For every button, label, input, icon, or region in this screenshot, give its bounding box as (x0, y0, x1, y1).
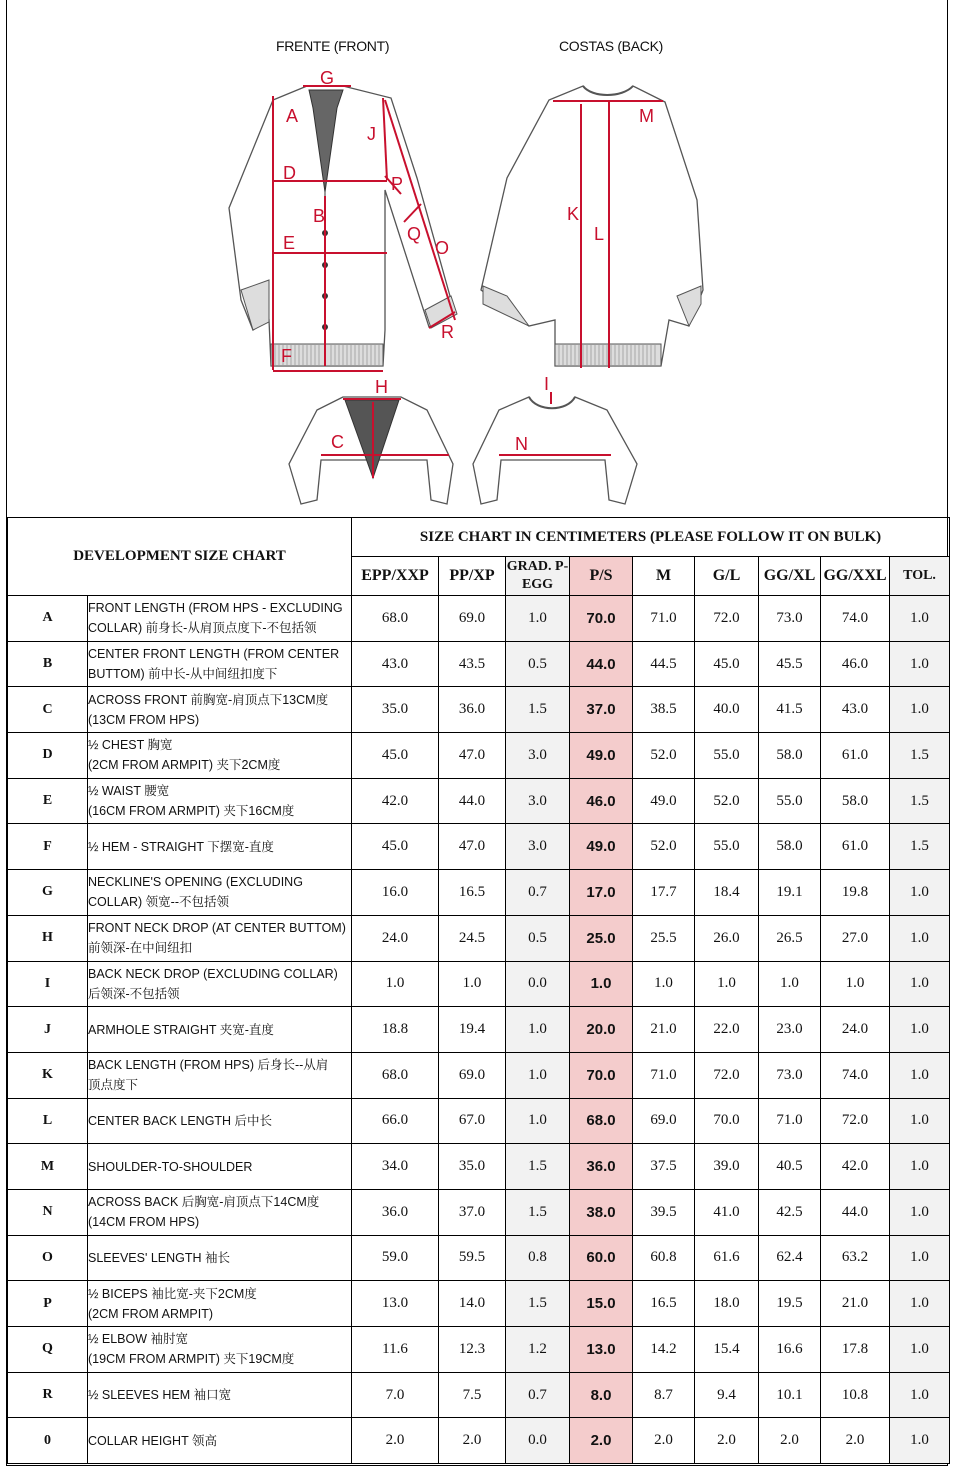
garment-illustration-panel (7, 0, 947, 518)
description-line-2: (13CM FROM HPS) (88, 712, 200, 727)
size-value: 1.0 (821, 961, 890, 1007)
table-row (8, 824, 950, 870)
size-value: 71.0 (633, 596, 695, 642)
table-row (8, 1052, 950, 1098)
tolerance-value: 1.0 (890, 596, 950, 642)
grade-value: 1.0 (506, 1007, 570, 1053)
measurement-code: 0 (8, 1418, 88, 1464)
measurement-description (88, 641, 352, 687)
size-value: 2.0 (352, 1418, 439, 1464)
table-row (8, 870, 950, 916)
table-row (8, 641, 950, 687)
size-value: 26.0 (695, 915, 759, 961)
tolerance-value: 1.0 (890, 870, 950, 916)
measurement-description (88, 1372, 352, 1418)
measurement-code: K (8, 1052, 88, 1098)
description-line-1: ½ SLEEVES HEM 袖口宽 (88, 1388, 232, 1403)
grade-value: 1.0 (506, 1098, 570, 1144)
grade-value: 1.5 (506, 1281, 570, 1327)
table-row (8, 961, 950, 1007)
size-value: 69.0 (439, 1052, 506, 1098)
measurement-code: L (8, 1098, 88, 1144)
base-size-value: 36.0 (570, 1144, 633, 1190)
size-value: 55.0 (759, 778, 821, 824)
size-value: 58.0 (759, 824, 821, 870)
size-value: 13.0 (352, 1281, 439, 1327)
size-value: 59.5 (439, 1235, 506, 1281)
description-line-1: BACK LENGTH (FROM HPS) 后身长--从肩 (88, 1058, 329, 1073)
table-row (8, 778, 950, 824)
size-value: 43.0 (821, 687, 890, 733)
size-value: 2.0 (633, 1418, 695, 1464)
measurement-code: G (8, 870, 88, 916)
measurement-description (88, 1327, 352, 1373)
front-neck-detail-sketch (289, 397, 453, 504)
base-size-value: 8.0 (570, 1372, 633, 1418)
measurement-description (88, 1052, 352, 1098)
description-line-1: COLLAR HEIGHT 领高 (88, 1433, 217, 1448)
label-e: E (283, 233, 296, 253)
base-size-value: 15.0 (570, 1281, 633, 1327)
measurement-code: N (8, 1189, 88, 1235)
label-f: F (281, 346, 292, 366)
label-h: H (375, 377, 388, 397)
description-line-2: SHOULDER-TO-SHOULDER (88, 1159, 253, 1174)
table-row (8, 1144, 950, 1190)
size-value: 37.0 (439, 1189, 506, 1235)
size-value: 2.0 (759, 1418, 821, 1464)
size-value: 74.0 (821, 596, 890, 642)
back-view-title: COSTAS (BACK) (559, 38, 663, 54)
description-line-1: NECKLINE'S OPENING (EXCLUDING (88, 875, 303, 890)
measurement-code: B (8, 641, 88, 687)
description-line-1: ½ WAIST 腰宽 (88, 784, 170, 799)
size-value: 45.5 (759, 641, 821, 687)
size-value: 17.8 (821, 1327, 890, 1373)
size-value: 16.0 (352, 870, 439, 916)
size-value: 55.0 (695, 824, 759, 870)
measurement-description (88, 1281, 352, 1327)
spec-rows (8, 596, 950, 1464)
size-value: 68.0 (352, 596, 439, 642)
label-q: Q (407, 224, 422, 244)
size-value: 40.5 (759, 1144, 821, 1190)
measurement-description (88, 1144, 352, 1190)
description-line-1: ARMHOLE STRAIGHT 夹宽-直度 (88, 1022, 274, 1037)
table-row (8, 1327, 950, 1373)
size-value: 39.5 (633, 1189, 695, 1235)
size-value: 44.0 (821, 1189, 890, 1235)
size-value: 10.8 (821, 1372, 890, 1418)
description-line-2: COLLAR) 领宽--不包括领 (88, 895, 229, 910)
size-value: 43.0 (352, 641, 439, 687)
description-line-1: ½ BICEPS 袖比宽-夹下2CM度 (88, 1286, 257, 1301)
description-line-1: ½ CHEST 胸宽 (88, 738, 173, 753)
description-line-1: ACROSS BACK 后胸宽-肩顶点下14CM度 (88, 1195, 320, 1210)
back-cardigan-sketch (481, 86, 703, 368)
column-header-grade: GRAD. P-EGG (506, 557, 570, 596)
label-a: A (286, 106, 299, 126)
size-value: 17.7 (633, 870, 695, 916)
size-value: 41.5 (759, 687, 821, 733)
base-size-value: 25.0 (570, 915, 633, 961)
grade-value: 0.5 (506, 915, 570, 961)
description-line-1: ACROSS FRONT 前胸宽-肩顶点下13CM度 (88, 692, 329, 707)
size-value: 24.0 (821, 1007, 890, 1053)
table-row (8, 687, 950, 733)
size-value: 25.5 (633, 915, 695, 961)
size-value: 7.5 (439, 1372, 506, 1418)
label-r: R (441, 322, 454, 342)
size-value: 9.4 (695, 1372, 759, 1418)
description-line-2: (16CM FROM ARMPIT) 夹下16CM度 (88, 804, 295, 819)
grade-value: 3.0 (506, 778, 570, 824)
size-value: 2.0 (695, 1418, 759, 1464)
size-value: 52.0 (633, 733, 695, 779)
development-size-chart-header: DEVELOPMENT SIZE CHART (8, 518, 352, 596)
tolerance-value: 1.0 (890, 1144, 950, 1190)
measurement-code: O (8, 1235, 88, 1281)
size-value: 26.5 (759, 915, 821, 961)
size-value: 34.0 (352, 1144, 439, 1190)
label-m: M (639, 106, 654, 126)
size-value: 42.0 (821, 1144, 890, 1190)
column-header-tolerance: TOL. (890, 557, 950, 596)
column-header-base-size: P/S (570, 557, 633, 596)
base-size-value: 70.0 (570, 596, 633, 642)
measurement-code: P (8, 1281, 88, 1327)
size-value: 45.0 (352, 733, 439, 779)
size-value: 41.0 (695, 1189, 759, 1235)
size-value: 71.0 (633, 1052, 695, 1098)
measurement-description (88, 687, 352, 733)
measurement-description (88, 824, 352, 870)
tolerance-value: 1.0 (890, 1281, 950, 1327)
size-value: 2.0 (439, 1418, 506, 1464)
description-line-1: CENTER FRONT LENGTH (FROM CENTER (88, 647, 340, 662)
label-c: C (331, 432, 344, 452)
grade-value: 1.5 (506, 687, 570, 733)
size-value: 21.0 (633, 1007, 695, 1053)
column-header: EPP/XXP (352, 557, 439, 596)
size-value: 42.5 (759, 1189, 821, 1235)
size-value: 72.0 (695, 596, 759, 642)
table-row (8, 1098, 950, 1144)
back-neck-detail-sketch (473, 392, 637, 504)
measurement-description (88, 1189, 352, 1235)
description-line-2: 前领深-在中间纽扣 (88, 941, 193, 956)
size-value: 47.0 (439, 824, 506, 870)
grade-value: 1.0 (506, 596, 570, 642)
size-value: 15.4 (695, 1327, 759, 1373)
size-value: 11.6 (352, 1327, 439, 1373)
size-value: 60.8 (633, 1235, 695, 1281)
size-value: 74.0 (821, 1052, 890, 1098)
base-size-value: 44.0 (570, 641, 633, 687)
size-value: 70.0 (695, 1098, 759, 1144)
garment-sketches (7, 0, 947, 517)
description-line-1: ½ ELBOW 袖肘宽 (88, 1332, 189, 1347)
table-row (8, 1372, 950, 1418)
size-value: 19.1 (759, 870, 821, 916)
size-value: 47.0 (439, 733, 506, 779)
measurement-code: I (8, 961, 88, 1007)
size-value: 7.0 (352, 1372, 439, 1418)
base-size-value: 38.0 (570, 1189, 633, 1235)
label-k: K (567, 204, 580, 224)
label-b: B (313, 206, 326, 226)
tolerance-value: 1.0 (890, 1372, 950, 1418)
description-line-1: BACK NECK DROP (EXCLUDING COLLAR) (88, 966, 338, 981)
size-value: 69.0 (633, 1098, 695, 1144)
size-value: 44.0 (439, 778, 506, 824)
tolerance-value: 1.5 (890, 778, 950, 824)
size-spec-sheet (6, 0, 948, 1466)
size-value: 44.5 (633, 641, 695, 687)
description-line-2: (2CM FROM ARMPIT) (88, 1306, 213, 1321)
tolerance-value: 1.5 (890, 824, 950, 870)
measurement-description (88, 915, 352, 961)
size-value: 72.0 (821, 1098, 890, 1144)
size-value: 59.0 (352, 1235, 439, 1281)
table-row (8, 1281, 950, 1327)
size-value: 61.6 (695, 1235, 759, 1281)
size-value: 16.6 (759, 1327, 821, 1373)
grade-value: 3.0 (506, 733, 570, 779)
size-value: 19.5 (759, 1281, 821, 1327)
measurement-code: H (8, 915, 88, 961)
size-value: 1.0 (439, 961, 506, 1007)
description-line-2: COLLAR) 前身长-从肩顶点度下-不包括领 (88, 621, 317, 636)
description-line-2: 顶点度下 (88, 1078, 139, 1093)
measurement-description (88, 1418, 352, 1464)
size-value: 52.0 (695, 778, 759, 824)
tolerance-value: 1.0 (890, 687, 950, 733)
size-value: 38.5 (633, 687, 695, 733)
grade-value: 1.2 (506, 1327, 570, 1373)
size-value: 12.3 (439, 1327, 506, 1373)
column-header: PP/XP (439, 557, 506, 596)
description-line-2: (14CM FROM HPS) (88, 1215, 200, 1230)
size-value: 58.0 (821, 778, 890, 824)
size-value: 24.5 (439, 915, 506, 961)
base-size-value: 1.0 (570, 961, 633, 1007)
size-value: 61.0 (821, 733, 890, 779)
size-value: 16.5 (439, 870, 506, 916)
table-row (8, 596, 950, 642)
grade-value: 0.7 (506, 870, 570, 916)
size-value: 42.0 (352, 778, 439, 824)
size-value: 1.0 (633, 961, 695, 1007)
tolerance-value: 1.0 (890, 1418, 950, 1464)
size-value: 63.2 (821, 1235, 890, 1281)
size-value: 24.0 (352, 915, 439, 961)
size-value: 23.0 (759, 1007, 821, 1053)
size-value: 52.0 (633, 824, 695, 870)
measurement-code: J (8, 1007, 88, 1053)
table-row (8, 1007, 950, 1053)
size-value: 35.0 (352, 687, 439, 733)
size-value: 45.0 (352, 824, 439, 870)
size-value: 73.0 (759, 1052, 821, 1098)
size-value: 39.0 (695, 1144, 759, 1190)
size-value: 72.0 (695, 1052, 759, 1098)
size-value: 10.1 (759, 1372, 821, 1418)
table-row (8, 1418, 950, 1464)
tolerance-value: 1.0 (890, 1189, 950, 1235)
description-line-2: BUTTOM) 前中长-从中间纽扣度下 (88, 667, 278, 682)
grade-value: 0.5 (506, 641, 570, 687)
tolerance-value: 1.0 (890, 641, 950, 687)
grade-value: 3.0 (506, 824, 570, 870)
size-value: 49.0 (633, 778, 695, 824)
measurement-description (88, 870, 352, 916)
tolerance-value: 1.0 (890, 1052, 950, 1098)
size-value: 16.5 (633, 1281, 695, 1327)
base-size-value: 46.0 (570, 778, 633, 824)
grade-value: 1.0 (506, 1052, 570, 1098)
size-value: 36.0 (352, 1189, 439, 1235)
column-header: GG/XXL (821, 557, 890, 596)
description-line-2: 后领深-不包括领 (88, 986, 180, 1001)
size-value: 43.5 (439, 641, 506, 687)
description-line-1: CENTER BACK LENGTH 后中长 (88, 1113, 273, 1128)
measurement-description (88, 1007, 352, 1053)
front-cardigan-sketch (229, 86, 457, 371)
measurement-code: D (8, 733, 88, 779)
tolerance-value: 1.5 (890, 733, 950, 779)
size-value: 19.8 (821, 870, 890, 916)
size-value: 55.0 (695, 733, 759, 779)
grade-value: 1.5 (506, 1189, 570, 1235)
size-value: 69.0 (439, 596, 506, 642)
size-value: 1.0 (352, 961, 439, 1007)
label-n: N (515, 434, 528, 454)
measurement-code: R (8, 1372, 88, 1418)
grade-value: 0.0 (506, 961, 570, 1007)
size-value: 45.0 (695, 641, 759, 687)
description-line-1: SLEEVES' LENGTH 袖长 (88, 1250, 231, 1265)
grade-value: 1.5 (506, 1144, 570, 1190)
base-size-value: 17.0 (570, 870, 633, 916)
size-value: 14.2 (633, 1327, 695, 1373)
measurement-description (88, 733, 352, 779)
description-line-2: (19CM FROM ARMPIT) 夹下19CM度 (88, 1352, 295, 1367)
size-value: 58.0 (759, 733, 821, 779)
description-line-1: FRONT NECK DROP (AT CENTER BUTTOM) (88, 921, 346, 936)
size-value: 66.0 (352, 1098, 439, 1144)
size-value: 68.0 (352, 1052, 439, 1098)
size-value: 22.0 (695, 1007, 759, 1053)
measurement-code: Q (8, 1327, 88, 1373)
tolerance-value: 1.0 (890, 1235, 950, 1281)
size-value: 67.0 (439, 1098, 506, 1144)
measurement-code: M (8, 1144, 88, 1190)
size-value: 61.0 (821, 824, 890, 870)
size-value: 21.0 (821, 1281, 890, 1327)
label-j: J (367, 124, 376, 144)
table-row (8, 1189, 950, 1235)
front-view-title: FRENTE (FRONT) (276, 38, 390, 54)
size-value: 8.7 (633, 1372, 695, 1418)
base-size-value: 60.0 (570, 1235, 633, 1281)
size-value: 19.4 (439, 1007, 506, 1053)
tolerance-value: 1.0 (890, 1098, 950, 1144)
size-value: 18.8 (352, 1007, 439, 1053)
size-value: 1.0 (695, 961, 759, 1007)
size-value: 2.0 (821, 1418, 890, 1464)
table-row (8, 1235, 950, 1281)
size-value: 1.0 (759, 961, 821, 1007)
size-spec-table (7, 517, 950, 1464)
base-size-value: 70.0 (570, 1052, 633, 1098)
size-value: 40.0 (695, 687, 759, 733)
column-header: G/L (695, 557, 759, 596)
size-value: 18.0 (695, 1281, 759, 1327)
base-size-value: 20.0 (570, 1007, 633, 1053)
measurement-code: F (8, 824, 88, 870)
label-l: L (594, 224, 605, 244)
size-chart-title: SIZE CHART IN CENTIMETERS (PLEASE FOLLOW IT ON BULK) (352, 518, 950, 557)
size-value: 71.0 (759, 1098, 821, 1144)
size-value: 14.0 (439, 1281, 506, 1327)
label-g: G (320, 68, 335, 88)
base-size-value: 49.0 (570, 733, 633, 779)
base-size-value: 37.0 (570, 687, 633, 733)
description-line-1: ½ HEM - STRAIGHT 下摆宽-直度 (88, 839, 274, 854)
base-size-value: 13.0 (570, 1327, 633, 1373)
tolerance-value: 1.0 (890, 1327, 950, 1373)
size-value: 35.0 (439, 1144, 506, 1190)
grade-value: 0.8 (506, 1235, 570, 1281)
tolerance-value: 1.0 (890, 915, 950, 961)
column-header: GG/XL (759, 557, 821, 596)
grade-value: 0.7 (506, 1372, 570, 1418)
base-size-value: 49.0 (570, 824, 633, 870)
label-o: O (435, 238, 450, 258)
label-d: D (283, 163, 296, 183)
measurement-code: C (8, 687, 88, 733)
measurement-description (88, 1235, 352, 1281)
measurement-description (88, 961, 352, 1007)
table-row (8, 915, 950, 961)
label-i: I (544, 374, 550, 394)
size-value: 36.0 (439, 687, 506, 733)
description-line-2: (2CM FROM ARMPIT) 夹下2CM度 (88, 758, 281, 773)
tolerance-value: 1.0 (890, 1007, 950, 1053)
column-header: M (633, 557, 695, 596)
size-value: 73.0 (759, 596, 821, 642)
measurement-description (88, 778, 352, 824)
label-p: P (391, 174, 404, 194)
measurement-code: E (8, 778, 88, 824)
size-value: 37.5 (633, 1144, 695, 1190)
size-value: 62.4 (759, 1235, 821, 1281)
measurement-code: A (8, 596, 88, 642)
table-row (8, 733, 950, 779)
tolerance-value: 1.0 (890, 961, 950, 1007)
measurement-description (88, 596, 352, 642)
base-size-value: 68.0 (570, 1098, 633, 1144)
grade-value: 0.0 (506, 1418, 570, 1464)
description-line-1: FRONT LENGTH (FROM HPS - EXCLUDING (88, 601, 343, 616)
size-value: 46.0 (821, 641, 890, 687)
size-value: 18.4 (695, 870, 759, 916)
size-value: 27.0 (821, 915, 890, 961)
measurement-description (88, 1098, 352, 1144)
base-size-value: 2.0 (570, 1418, 633, 1464)
